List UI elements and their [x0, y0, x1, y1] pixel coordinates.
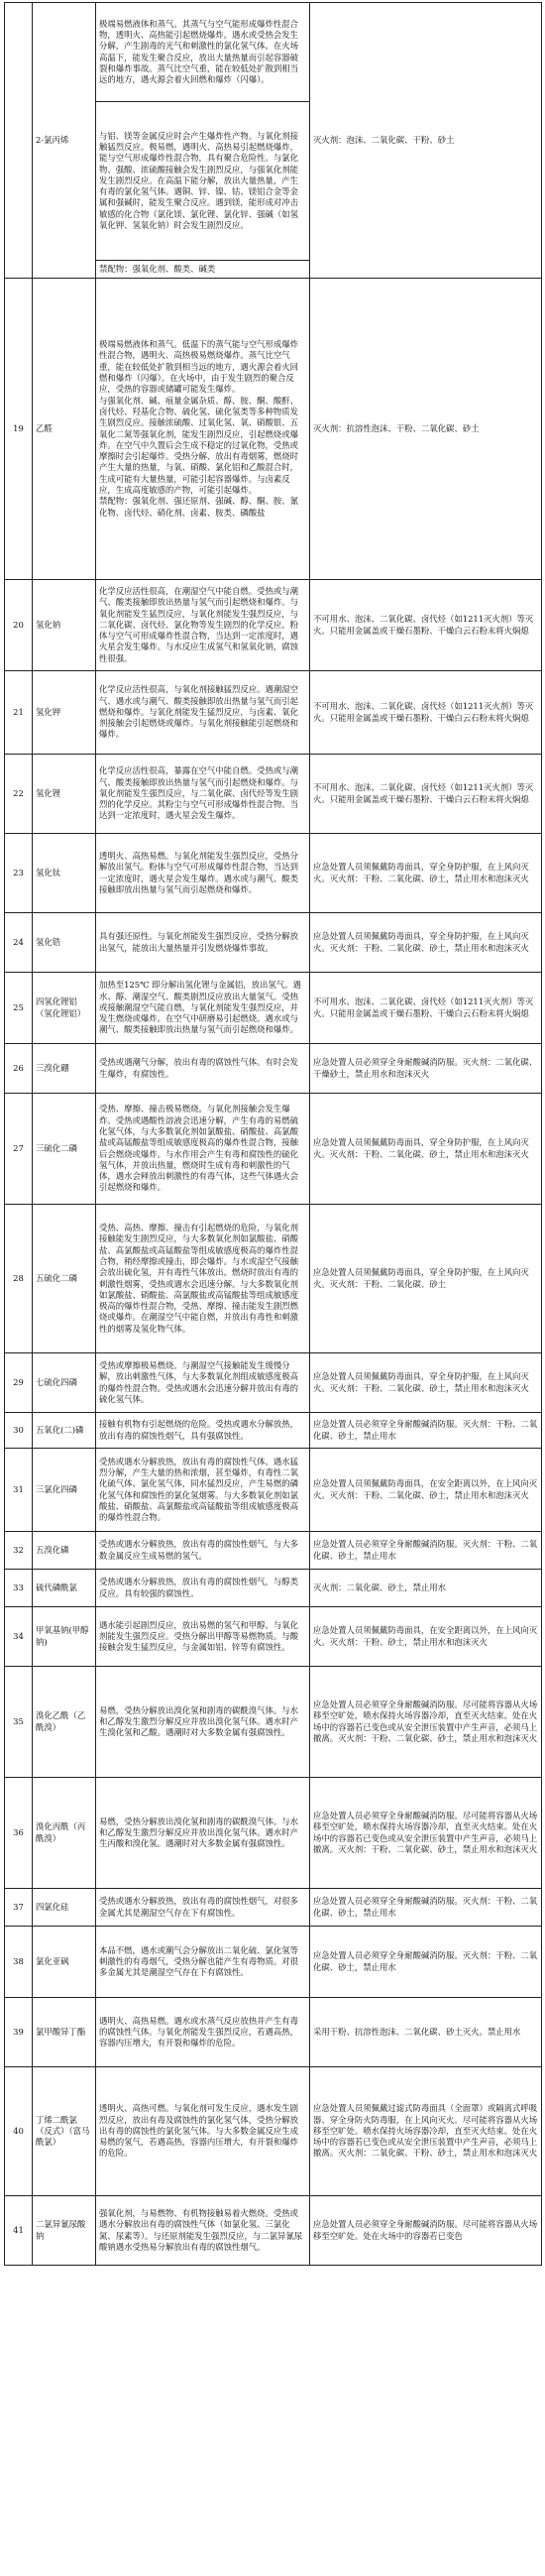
extinguishing-method: 应急处置人员须佩戴防毒面具，穿全身防护服，在上风向灭火。灭火剂：干粉、二氧化碳、砂土，禁止用水和泡沫灭火	[310, 834, 542, 913]
hazard-description: 受热或遇水分解放热，放出有毒的腐蚀性烟气，对很多金属尤其是潮湿空气存在下有腐蚀性。	[96, 1889, 310, 1927]
row-number: 25	[5, 973, 33, 1044]
table-row-0	[5, 3, 542, 102]
extinguishing-method: 不可用水、泡沫、二氧化碳、卤代烃（如1211灭火剂）等灭火。只能用金属盖或干燥石墨粉、干燥白云石粉末将火焖熄	[310, 973, 542, 1044]
row-number: 20	[5, 580, 33, 671]
table-row	[5, 973, 542, 1044]
row-number: 41	[5, 2196, 33, 2266]
hazard-description: 极端易燃液体和蒸气。其蒸气与空气能形成爆炸性混合物，透明火、高热能引起燃烧爆炸。遇水或受热会发生分解，产生剧毒的光气和刺激性的氯化氢气体。在火场高温下，能发生聚合反应，放出大量热量而引起容器破裂和爆炸事故。蒸气比空气重，能在较低处扩散到相当远的地方，遇火源会着火回燃和爆炸（闪爆）。	[96, 3, 310, 102]
hazard-description: 极端易燃液体和蒸气。低温下的蒸气能与空气形成爆炸性混合物，遇明火、高热极易燃烧爆炸。蒸气比空气重，能在较低处扩散到相当远的地方，遇火源会着火回燃和爆炸（闪爆）。在火场中，由于发生剧烈的聚合反应，受热的容器或储罐可能发生爆炸。 与强氧化剂、碱、痕量金属杂质、醇、胺、酮、酸酐、卤代烃、羟基化合物、硫化氢、硫化氢类等多种物质发生剧烈反应。接触浓硫酸、过氧化氢、氧、硝酸银、五氧化二氮等强氧化剂，能发生剧烈反应，引起燃烧或爆炸。在空气中久置后会生成不稳定的过氧化物，受热或摩擦时会引起爆炸。受热分解、放出有毒烟雾，燃烧时产生大量的热量，与氧、硝酸、氯化铝和乙酸混合时，生成可能有大量热量，可能引起容器爆炸。与卤素反应，生成高度敏感的产物，可能引起爆炸。 禁配物：强氧化剂、强还原剂、强碱、醇、酮、胺、氰化物、卤代烃、硝化剂、卤素、胺类、磷酸盐	[96, 279, 310, 580]
chemical-name: 三氯化四磷	[33, 1449, 96, 1532]
extinguishing-method: 灭火剂：抗溶性泡沫、干粉、二氧化碳、砂土	[310, 279, 542, 580]
table-row	[5, 1667, 542, 1778]
chemical-name: 丁烯二酰氯（反式）（富马酰氯）	[33, 2067, 96, 2196]
hazard-description: 接触有机物有引起燃烧的危险。受热或遇水分解放热，放出有毒的腐蚀性烟气，具有强腐蚀性。	[96, 1413, 310, 1449]
chemical-name: 四氯化硅	[33, 1889, 96, 1927]
hazard-description: 本品不燃，遇水或潮气会分解放出二氧化硫、氯化氢等刺激性的有毒烟气，受热分解也能产生有毒物质。对很多金属尤其是潮湿空气存在下有腐蚀性。	[96, 1927, 310, 1998]
hazard-description: 受热或遇水分解放热，放出有毒的腐蚀性烟气，与大多数金属反应生成易燃的氢气。	[96, 1532, 310, 1570]
extinguishing-method: 应急处置人员必须穿全身耐酸碱消防服。灭火剂：二氧化碳、干燥砂土，禁止用水和泡沫灭火	[310, 1044, 542, 1094]
extinguishing-method: 应急处置人员必须穿全身耐酸碱消防服。尽可能将容器从火场移至空旷处。处在火场中的容器若已变色	[310, 2196, 542, 2266]
table-row	[5, 1094, 542, 1205]
chemical-name: 氯化亚砜	[33, 1927, 96, 1998]
hazard-description: 易燃，受热分解放出溴化氢和剧毒的碳酰溴气体。与水和乙醇发生激烈分解反应并放出溴化氢气体。遇水时产生丙酸和溴化氢。遇潮时对大多数金属有强腐蚀性。	[96, 1778, 310, 1889]
hazard-description: 具有强还原性。与氧化剂能发生强烈反应，受热分解放出氢气，能放出大量热量并引发燃烧爆炸事故。	[96, 913, 310, 973]
extinguishing-method: 应急处置人员须佩戴防毒面具，在安全距离以外，在上风向灭火。灭火剂：干粉、二氧化碳、砂土，禁止用水和泡沫灭火	[310, 1449, 542, 1532]
row-number: 21	[5, 671, 33, 755]
hazard-description: 透明火、高热可燃。与氧化剂可发生反应，遇水发生剧烈反应，放出有毒及腐蚀性的氯化氢气体，受热分解放出有毒的腐蚀性的氯化氢气体。与大多数金属反应生成易燃的氢气，若遇高热，容器内压增大，有开裂和爆炸的危险。	[96, 2067, 310, 2196]
extinguishing-method: 应急处置人员必须穿全身耐酸碱消防服。灭火剂：干粉、二氧化碳、砂土，禁止用水	[310, 1532, 542, 1570]
extinguishing-method: 应急处置人员必须穿全身耐酸碱消防服。尽可能将容器从火场移至空旷处，喷水保持火场容器冷却，直至灭火结束。处在火场中的容器若已变色或从安全泄压装置中产生声音，必须马上撤离。灭火剂：干粉、二氧化碳、砂土，禁止用水和泡沫灭火	[310, 1778, 542, 1889]
hazard-description: 化学反应活性很高，暴露在空气中能自燃。受热或与潮气、酸类接触即放出热量与氢气而引起燃烧和爆炸。与氧化剂能发生强烈反应，与二氧化碳、卤代烃等发生剧烈的化学反应。其粉尘与空气可形成爆炸性混合物。当达到一定浓度时，遇火星会发生爆炸。	[96, 755, 310, 834]
extinguishing-method: 不可用水、泡沫、二氧化碳、卤代烃（如1211灭火剂）等灭火。只能用金属盖或干燥石墨粉、干燥白云石粉末将火焖熄	[310, 580, 542, 671]
table-row	[5, 1998, 542, 2067]
table-row	[5, 755, 542, 834]
hazard-description: 化学反应活性很高，在潮湿空气中能自燃。受热或与潮气、酸类接触即放出热量与氢气而引起燃烧和爆炸。与氧化剂能发生猛烈反应，与氧化剂能发生强烈反应，与二氧化碳、卤代烃、氯化物等发生剧烈的化学反应。粉体与空气可形成爆炸性混合物，当达到一定浓度时，遇火星会发生爆炸。与水反应生成氢气和氢氧化钠，腐蚀性很强。	[96, 580, 310, 671]
extinguishing-method: 应急处置人员必须穿全身耐酸碱消防服。灭火剂：干粉、二氧化碳、砂土，禁止用水	[310, 1413, 542, 1449]
table-row	[5, 1778, 542, 1889]
table-row	[5, 1532, 542, 1570]
extinguishing-method: 应急处置人员须佩戴防毒面具，穿全身防护服，在上风向灭火。灭火剂：干粉、二氧化碳、砂土，禁止用水和泡沫灭火	[310, 1353, 542, 1413]
table-row	[5, 913, 542, 973]
chemical-name: 二氯异氰尿酸钠	[33, 2196, 96, 2266]
chemical-name: 氢化钠	[33, 580, 96, 671]
row-number: 39	[5, 1998, 33, 2067]
table-row	[5, 1570, 542, 1607]
row-number: 33	[5, 1570, 33, 1607]
table-row	[5, 834, 542, 913]
row-number: 19	[5, 279, 33, 580]
chemical-name: 2-氯丙烯	[33, 3, 96, 279]
row-number: 35	[5, 1667, 33, 1778]
hazard-description: 强氧化剂，与易燃物、有机物接触易着火燃烧。受热或遇水分解放出有毒的腐蚀性气体（如氯化氢、三氯化氮、尿素等）。与还原剂能发生强烈反应，与二氯异氰尿酸钠遇水受热易分解放出有毒的腐蚀性烟气。	[96, 2196, 310, 2266]
extinguishing-method: 应急处置人员须佩戴防毒面具，穿全身防护服，在上风向灭火。灭火剂：干粉、二氧化碳、砂土	[310, 1205, 542, 1353]
row-number: 27	[5, 1094, 33, 1205]
hazard-description: 受热或遇潮气分解，放出有毒的腐蚀性气体。有时会发生爆炸，有腐蚀性。	[96, 1044, 310, 1094]
hazard-description: 化学反应活性很高，与氧化剂接触猛烈反应。遇潮湿空气、遇水或与潮气、酸类接触即放出热量与氢气而引起燃烧和爆炸。与氧化剂能发生猛烈反应，与卤素、氧化剂接触会引起燃烧或爆炸。与氧化剂接触能引起燃烧和爆炸。	[96, 671, 310, 755]
table-row	[5, 279, 542, 580]
row-number: 28	[5, 1205, 33, 1353]
row-number: 32	[5, 1532, 33, 1570]
table-row	[5, 1607, 542, 1667]
table-row	[5, 1927, 542, 1998]
table-row	[5, 1449, 542, 1532]
hazard-description: 受热或摩擦极易燃烧。与潮湿空气接触能发生缓慢分解，放出刺激性气体，与大多数氧化剂组成敏感度极高的爆炸性混合物。受热或遇水会迅速分解并放出有毒的硫化氢气体。	[96, 1353, 310, 1413]
table-row	[5, 2067, 542, 2196]
table-row	[5, 1205, 542, 1353]
hazard-description: 受热、摩擦、撞击极易燃烧。与氧化剂接触会发生爆炸。受热或遇酸性溶液会迅速分解，产生有毒的易燃硫化氢气体，与大多数氧化剂如氯酸盐、硝酸盐、高氯酸盐或高锰酸盐等组成敏感度极高的爆炸性混合物，接触后会燃烧或爆炸。与水作用会产生有毒和腐蚀性的硫化氢气体，并放出热量，燃烧时生成有毒和刺激性的气体，遇水会释放出刺激性的有毒气体，这些气体遇火会引起燃烧和爆炸。	[96, 1094, 310, 1205]
extinguishing-method: 灭火剂：二氧化碳、砂土，禁止用水	[310, 1570, 542, 1607]
chemical-name: 氢化锂	[33, 755, 96, 834]
table-row	[5, 2196, 542, 2266]
hazard-description: 透明火、高热易燃。与氧化剂能发生强烈反应，受热分解放出氢气。粉体与空气可形成爆炸性混合物，当达到一定浓度时，遇火星会发生爆炸。遇水或与潮气、酸类接触即放出热量与氢气而引起燃烧和爆炸。	[96, 834, 310, 913]
extinguishing-method: 应急处置人员须佩戴防毒面具，穿全身防护服，在上风向灭火。灭火剂：干粉、二氧化碳、砂土，禁止用水和泡沫灭火	[310, 913, 542, 973]
extinguishing-method: 应急处置人员必须穿全身耐酸碱消防服。灭火剂：干粉、二氧化碳、砂土，禁止用水	[310, 1889, 542, 1927]
chemical-name: 甲氧基钠(甲醇钠)	[33, 1607, 96, 1667]
extinguishing-method: 应急处置人员须佩戴防毒面具，在安全距离以外，在上风向灭火。灭火剂：干粉、砂土，禁止用水和泡沫灭火	[310, 1607, 542, 1667]
chemical-name: 三溴化硼	[33, 1044, 96, 1094]
extinguishing-method: 应急处置人员必须穿全身耐酸碱消防服。灭火剂：干粉、二氧化碳、砂土，禁止用水	[310, 1927, 542, 1998]
row-number: 30	[5, 1413, 33, 1449]
chemical-name: 四氢化锂铝（氢化锂铝）	[33, 973, 96, 1044]
chemical-name: 氢化钾	[33, 671, 96, 755]
extinguishing-method: 灭火剂：泡沫、二氧化碳、干粉、砂土	[310, 3, 542, 279]
chemical-name: 溴化丙酰（丙酰溴）	[33, 1778, 96, 1889]
extinguishing-method: 应急处置人员须佩戴防毒面具，穿全身防护服，在上风向灭火。灭火剂：干粉、二氧化碳、砂土，禁止用水和泡沫灭火	[310, 1094, 542, 1205]
chemical-name: 五硫化二磷	[33, 1205, 96, 1353]
row-number: 36	[5, 1778, 33, 1889]
table-row	[5, 580, 542, 671]
hazard-description: 受热或遇水分解放热，放出有毒的腐蚀性气体。遇水猛烈分解，产生大量的热和浓烟，甚至爆炸，有毒性二氧化硫气体、氯化氢气体，同水猛烈反应，产生易燃的磷化氢气体和腐蚀性的氯化氢烟雾。与大多数氧化剂如氯酸盐、硝酸盐、高氯酸盐或高锰酸盐等组成敏感度极高的爆炸性混合物。	[96, 1449, 310, 1532]
table-row	[5, 1353, 542, 1413]
row-number: 23	[5, 834, 33, 913]
row-number: 34	[5, 1607, 33, 1667]
extinguishing-method: 不可用水、泡沫、二氧化碳、卤代烃（如1211灭火剂）等灭火。只能用金属盖或干燥石墨粉、干燥白云石粉末将火焖熄	[310, 671, 542, 755]
hazard-description: 禁配物：强氧化剂、酸类、碱类	[96, 261, 310, 279]
hazard-description: 与铝、镁等金属反应时会产生爆炸性产物。与氧化剂接触猛烈反应。极易燃，遇明火、高热易引起燃烧爆炸，能与空气形成爆炸性混合物，具有聚合危险性。与氯化物、强酸、浓硫酸接触会发生剧烈反应，与强氧化剂能发生剧烈反应。在高温下能分解，放出大量热量，产生有毒的氯化氢气体。遇铜、锌、镍、钴、镁铝合金等金属和强碱时，能发生聚合反应。遇到镁，能形成对冲击敏感的化合物（氯化镁、氯化锂、氯化锌、强碱（如氢氧化钾、氢氧化钠）时会发生剧烈反应。	[96, 102, 310, 261]
chemical-name: 氯甲酸异丁酯	[33, 1998, 96, 2067]
extinguishing-method: 采用干粉、抗溶性泡沫、二氧化碳、砂土灭火。禁止用水	[310, 1998, 542, 2067]
extinguishing-method: 应急处置人员必须穿全身耐酸碱消防服。尽可能将容器从火场移至空旷处，喷水保持火场容器冷却，直至灭火结束。处在火场中的容器若已变色或从安全泄压装置中产生声音，必须马上撤离。灭火剂：干粉、二氧化碳、砂土，禁止用水和泡沫灭火	[310, 1667, 542, 1778]
row-number	[5, 3, 33, 279]
extinguishing-method: 不可用水、泡沫、二氧化碳、卤代烃（如1211灭火剂）等灭火。只能用金属盖或干燥石墨粉、干燥白云石粉末将火焖熄	[310, 755, 542, 834]
chemical-name: 七硫化四磷	[33, 1353, 96, 1413]
extinguishing-method: 应急处置人员须佩戴过滤式防毒面具（全面罩）或隔离式呼吸器、穿全身防火防毒服，在上风向灭火。尽可能将容器从火场移至空旷处。喷水保持火场容器冷却，直至灭火结束。处在火场中的容器若已变色或从安全泄压装置中产生声音，必须马上撤离。灭火剂：二氧化碳、干粉、砂土，禁止用水和泡沫灭火	[310, 2067, 542, 2196]
hazard-table	[4, 2, 542, 2266]
chemical-hazard-sheet	[4, 2, 541, 2266]
row-number: 22	[5, 755, 33, 834]
table-row	[5, 671, 542, 755]
row-number: 26	[5, 1044, 33, 1094]
row-number: 40	[5, 2067, 33, 2196]
hazard-description: 易燃，受热分解放出溴化氢和剧毒的碳酰溴气体。与水和乙醇发生激烈分解反应并放出溴化氢气体。遇水时产生溴化氢和乙酸。遇潮时对大多数金属有强腐蚀性。	[96, 1667, 310, 1778]
hazard-description: 加热至125℃ 即分解出氢化锂与金属铝，放出氢气。遇水、醇、潮湿空气、酸类剧烈反应放出大量氢气。受热或接触潮湿空气能自燃，与氧化剂能发生强烈反应，并发生燃烧或爆炸。在空气中研磨易引起燃烧。遇水或与潮气、酸类接触即放出热量与氢气而引起燃烧和爆炸。	[96, 973, 310, 1044]
chemical-name: 乙醛	[33, 279, 96, 580]
row-number: 31	[5, 1449, 33, 1532]
chemical-name: 三硫化二磷	[33, 1094, 96, 1205]
chemical-name: 硫代磷酰氯	[33, 1570, 96, 1607]
hazard-description: 受热或遇水分解放热，放出有毒的腐蚀性烟气，与醇类反应。具有较强的腐蚀性。	[96, 1570, 310, 1607]
hazard-description: 遇水能引起剧烈反应，放出易燃的氢气和甲醇。与氧化剂能发生强烈反应。受热分解出甲醇等易燃物质。与酸接触会发生猛烈反应，与金属如铝、锌等有腐蚀性。	[96, 1607, 310, 1667]
chemical-name: 溴化乙酰（乙酰溴）	[33, 1667, 96, 1778]
chemical-name: 氢化锆	[33, 913, 96, 973]
table-row	[5, 1413, 542, 1449]
row-number: 37	[5, 1889, 33, 1927]
table-row	[5, 1044, 542, 1094]
hazard-description: 受热、高热、摩擦、撞击有引起燃烧的危险，与氧化剂接触能发生剧烈反应，与大多数氧化剂如氯酸盐、硝酸盐、高氯酸盐或高锰酸盐等组成敏感度极高的爆炸性混合物，稍经摩擦或撞击，即会爆炸。与水或湿空气接触会放出硫化氢，并有毒性气体放出。燃烧时放出有毒的刺激性烟雾，受热或遇水会迅速分解。与大多数氧化剂如氯酸盐、硝酸盐、高氯酸盐或高锰酸盐等组成敏感度极高的爆炸性混合物，受热、摩擦、撞击能发生剧烈燃烧或爆炸。在潮湿空气中能自燃，并放出有毒性和刺激性的烟雾及氢化物气体。	[96, 1205, 310, 1353]
hazard-description: 遇明火、高热易燃。遇水或水蒸气反应放热并产生有毒的腐蚀性气体。与氧化剂能发生强烈反应，若遇高热，容器内压增大，有开裂和爆炸的危险。	[96, 1998, 310, 2067]
hazard-table-body	[5, 3, 542, 2266]
row-number: 38	[5, 1927, 33, 1998]
chemical-name: 五氧化(二)磷	[33, 1413, 96, 1449]
table-row	[5, 1889, 542, 1927]
row-number: 24	[5, 913, 33, 973]
chemical-name: 五溴化磷	[33, 1532, 96, 1570]
chemical-name: 氢化钛	[33, 834, 96, 913]
row-number: 29	[5, 1353, 33, 1413]
